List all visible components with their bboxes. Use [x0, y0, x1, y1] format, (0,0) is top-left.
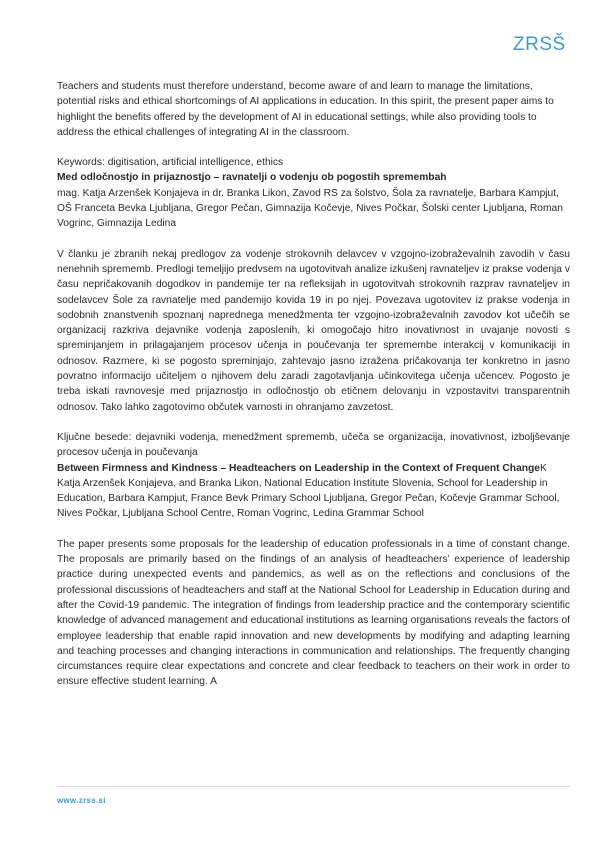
slovene-article-abstract: V članku je zbranih nekaj predlogov za vodenje strokovnih delavcev v vzgojno-izobraževalnih zavodih v času nenehnih sprememb. Predlogi temeljijo predvsem na ugotovitvah analize izkušenj ravnateljev iz prakse vodenja v času nepričakovanih dogodkov in pandemije ter na refleksijah in ugotovitvah strokovnih razprav ravnateljev in sodelavcev Šole za ravnatelje med pandemijo kovida 19 in po njej. Povezava ugotovitev iz prakse vodenja in sodobnih znanstvenih spoznanj naprednega menedžmenta ter vzgojno-izobraževalnih zavodov kot učečih se organizacij razkriva dejavnike vodenja zaposlenih, ki omogočajo hitro inovativnost in uvajanje novosti s spreminjanjem in prilagajanjem procesov učenja in poučevanja ter spremembe interakcij v komunikaciji in odnosov. Razmere, ki se pogosto spreminjajo, zahtevajo jasno izražena pričakovanja ter konkretno in jasno povratno informacijo učiteljem o njihovem delu zaradi zagotavljanja učinkovitega učenja učencev. Pogosto je treba iskati ravnovesje med prijaznostjo in odločnostjo ob etičnem delovanju in vzpostavitvi transparentnih odnosov. Tako lahko zagotovimo občutek varnosti in ohranjamo zavzetost. [57, 248, 570, 413]
english-article-title-suffix: K [540, 462, 547, 474]
slovene-article-keywords: Ključne besede: dejavniki vodenja, menedžment sprememb, učeča se organizacija, inovativnost, izboljševanje procesov učenja in poučevanja [57, 431, 570, 459]
english-article-abstract: The paper presents some proposals for the leadership of education professionals in a time of constant change. The proposals are primarily based on the findings of an analysis of headteachers’ experience of leadership practice during unexpected events and pandemics, as well as on the reflections and conclusions of the professional discussions of headteachers and staff at the National School for Leadership in Education during and after the Covid-19 pandemic. The integration of findings from leadership practice and the contemporary scientific knowledge of advanced management and educational institutions as learning organisations reveals the factors of employee leadership that enable rapid innovation and new developments by modifying and adapting learning and teaching processes and changing interactions in communication and relationships. The frequently changing circumstances require clear expectations and concrete and clear feedback to teachers on their work in order to ensure effective student learning. A [57, 538, 570, 688]
english-keywords: Keywords: digitisation, artificial intelligence, ethics [57, 157, 284, 169]
slovene-article-authors: mag. Katja Arzenšek Konjajeva in dr. Branka Likon, Zavod RS za šolstvo, Šola za ravnatelje, Barbara Kampjut, OŠ Franceta Bevka Ljubljana, Gregor Pečan, Gimnazija Kočevje, Nives Počkar, Šolski center Ljubljana, Roman Vogrinc, Gimnazija Ledina [57, 187, 563, 230]
page-content [57, 79, 570, 690]
zrss-logo: ZRSŠ [513, 34, 566, 55]
english-article-authors: Katja Arzenšek Konjajeva, and Branka Likon, National Education Institute Slovenia, School for Leadership in Education, Barbara Kampjut, France Bevk Primary School Ljubljana, Gregor Pečan, Kočevje Grammar School, Nives Počkar, Ljubljana School Centre, Roman Vogrinc, Ledina Grammar School [57, 477, 560, 520]
english-abstract-continuation: Teachers and students must therefore understand, become aware of and learn to manage the limitations, potential risks and ethical shortcomings of AI applications in education. In this spirit, the present paper aims to highlight the benefits offered by the development of AI in educational settings, while also providing tools to address the ethical challenges of integrating AI in the classroom. [57, 81, 554, 138]
footer-website-link[interactable]: www.zrss.si [57, 796, 106, 805]
english-article-title-text: Between Firmness and Kindness – Headteachers on Leadership in the Context of Frequent Change [57, 462, 540, 474]
slovene-article-title: Med odločnostjo in prijaznostjo – ravnatelji o vodenju ob pogostih spremembah [57, 172, 447, 184]
english-article-title [57, 461, 570, 476]
footer-divider [57, 786, 570, 787]
